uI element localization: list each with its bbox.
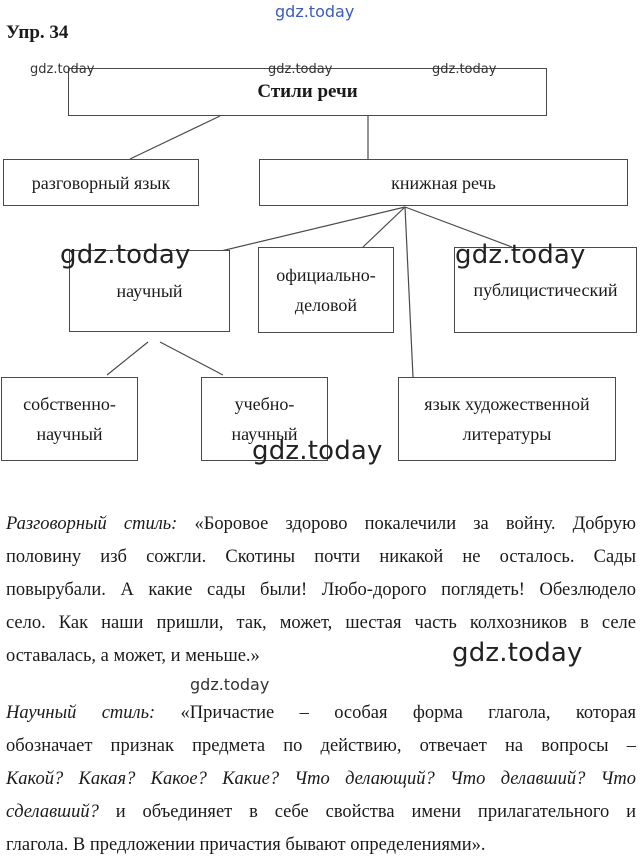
conversational-text-line-2: половину изб сожгли. Скотины почти никакой не осталось. Сады bbox=[6, 547, 636, 567]
literary-label-1: язык художественной bbox=[424, 394, 590, 414]
watermark-top: gdz.today bbox=[275, 2, 355, 21]
proper-scientific-label-2: научный bbox=[36, 424, 103, 444]
official-box bbox=[258, 247, 394, 333]
watermark-8: gdz.today bbox=[190, 675, 270, 694]
proper-scientific-box bbox=[1, 377, 138, 461]
scientific-text-line-4: и объединяет в себе свойства имени прилагательного и bbox=[115, 802, 637, 822]
proper-scientific-label-1: собственно- bbox=[23, 394, 116, 414]
scientific-example bbox=[6, 697, 636, 862]
watermark-5: gdz.today bbox=[455, 240, 586, 270]
scientific-label: научный bbox=[116, 281, 183, 301]
educational-label-1: учебно- bbox=[234, 394, 295, 414]
diagram-root-label: Стили речи bbox=[257, 81, 358, 102]
watermark-7: gdz.today bbox=[452, 638, 583, 668]
scientific-text-line-4-italic: сделавший? bbox=[6, 802, 99, 822]
scientific-text-line-1: «Причастие – особая форма глагола, которая bbox=[180, 703, 636, 723]
conversational-text-line-3: повырубали. А какие сады были! Любо-дорого поглядеть! Обезлюдело bbox=[6, 580, 636, 600]
conversational-text-line-1: «Боровое здорово покалечили за войну. Добрую bbox=[194, 514, 637, 534]
watermark-1: gdz.today bbox=[30, 62, 95, 77]
bookish-box bbox=[259, 159, 628, 206]
watermark-2: gdz.today bbox=[268, 62, 333, 77]
conversational-box bbox=[3, 159, 199, 206]
official-label-2: деловой bbox=[294, 295, 358, 315]
scientific-text-line-2: обозначает признак предмета по действию, отвечает на вопросы – bbox=[6, 736, 636, 756]
conversational-text-line-4: село. Как наши пришли, так, может, шестая часть колхозников в селе bbox=[6, 613, 636, 633]
literary-label-2: литературы bbox=[462, 424, 552, 444]
bookish-label: книжная речь bbox=[391, 172, 496, 193]
watermark-4: gdz.today bbox=[60, 240, 191, 270]
scientific-text-line-3: Какой? Какая? Какое? Какие? Что делающий? Что делавший? Что bbox=[6, 769, 636, 789]
educational-label-2: научный bbox=[231, 424, 298, 444]
literary-box bbox=[398, 377, 616, 461]
scientific-style-label: Научный стиль: bbox=[6, 703, 156, 723]
watermark-3: gdz.today bbox=[432, 62, 497, 77]
watermark-6: gdz.today bbox=[252, 436, 383, 466]
conversational-text-line-5: оставалась, а может, и меньше.» bbox=[6, 646, 260, 666]
conversational-style-label: Разговорный стиль: bbox=[6, 514, 178, 534]
exercise-title: Упр. 34 bbox=[6, 22, 69, 43]
scientific-text-line-5: глагола. В предложении причастия бывают определениями». bbox=[6, 835, 486, 855]
official-label-1: официально- bbox=[276, 265, 376, 285]
publicistic-label: публицистический bbox=[473, 280, 618, 300]
conversational-label: разговорный язык bbox=[31, 172, 171, 193]
